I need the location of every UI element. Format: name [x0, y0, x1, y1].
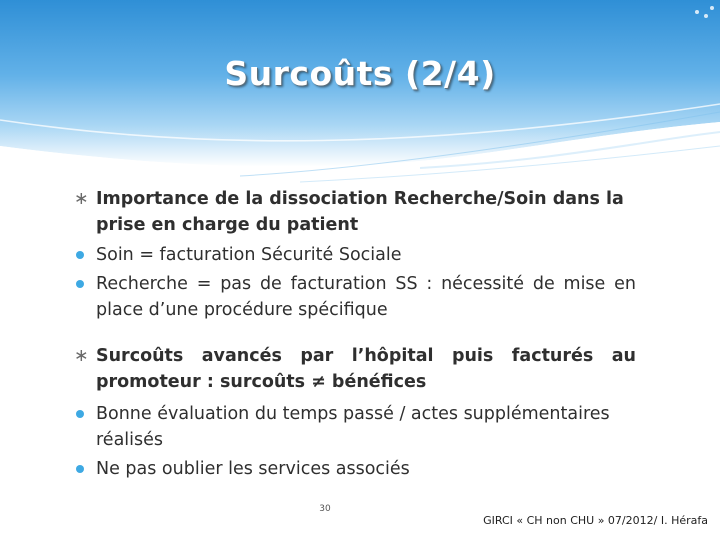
list-item [96, 242, 636, 268]
footer-credit: GIRCI « CH non CHU » 07/2012/ I. Hérafa [483, 514, 708, 527]
list-item [96, 456, 636, 482]
page-number: 30 [319, 504, 331, 514]
section-heading [74, 186, 636, 238]
section-heading-text: Importance de la dissociation Recherche/Soin dans la prise en charge du patient [96, 189, 624, 235]
slide-title: Surcoûts (2/4) [224, 54, 496, 93]
section-heading [74, 343, 636, 395]
round-bullet-icon [76, 251, 84, 259]
section-heading-text: Surcoûts avancés par l’hôpital puis facturés au promoteur : surcoûts ≠ bénéfices [96, 346, 636, 392]
list-item-text: Ne pas oublier les services associés [96, 459, 410, 479]
header-wave-background [0, 0, 720, 190]
slide-content [74, 186, 636, 482]
list-item [96, 401, 636, 453]
asterisk-bullet-icon: ∗ [74, 189, 89, 209]
list-item [96, 271, 636, 323]
list-item-text: Bonne évaluation du temps passé / actes supplémentaires réalisés [96, 404, 610, 450]
round-bullet-icon [76, 280, 84, 288]
list-item-text: Soin = facturation Sécurité Sociale [96, 245, 402, 265]
list-item-text: Recherche = pas de facturation SS : nécessité de mise en place d’une procédure spécifique [96, 274, 636, 320]
round-bullet-icon [76, 410, 84, 418]
round-bullet-icon [76, 465, 84, 473]
asterisk-bullet-icon: ∗ [74, 346, 89, 366]
